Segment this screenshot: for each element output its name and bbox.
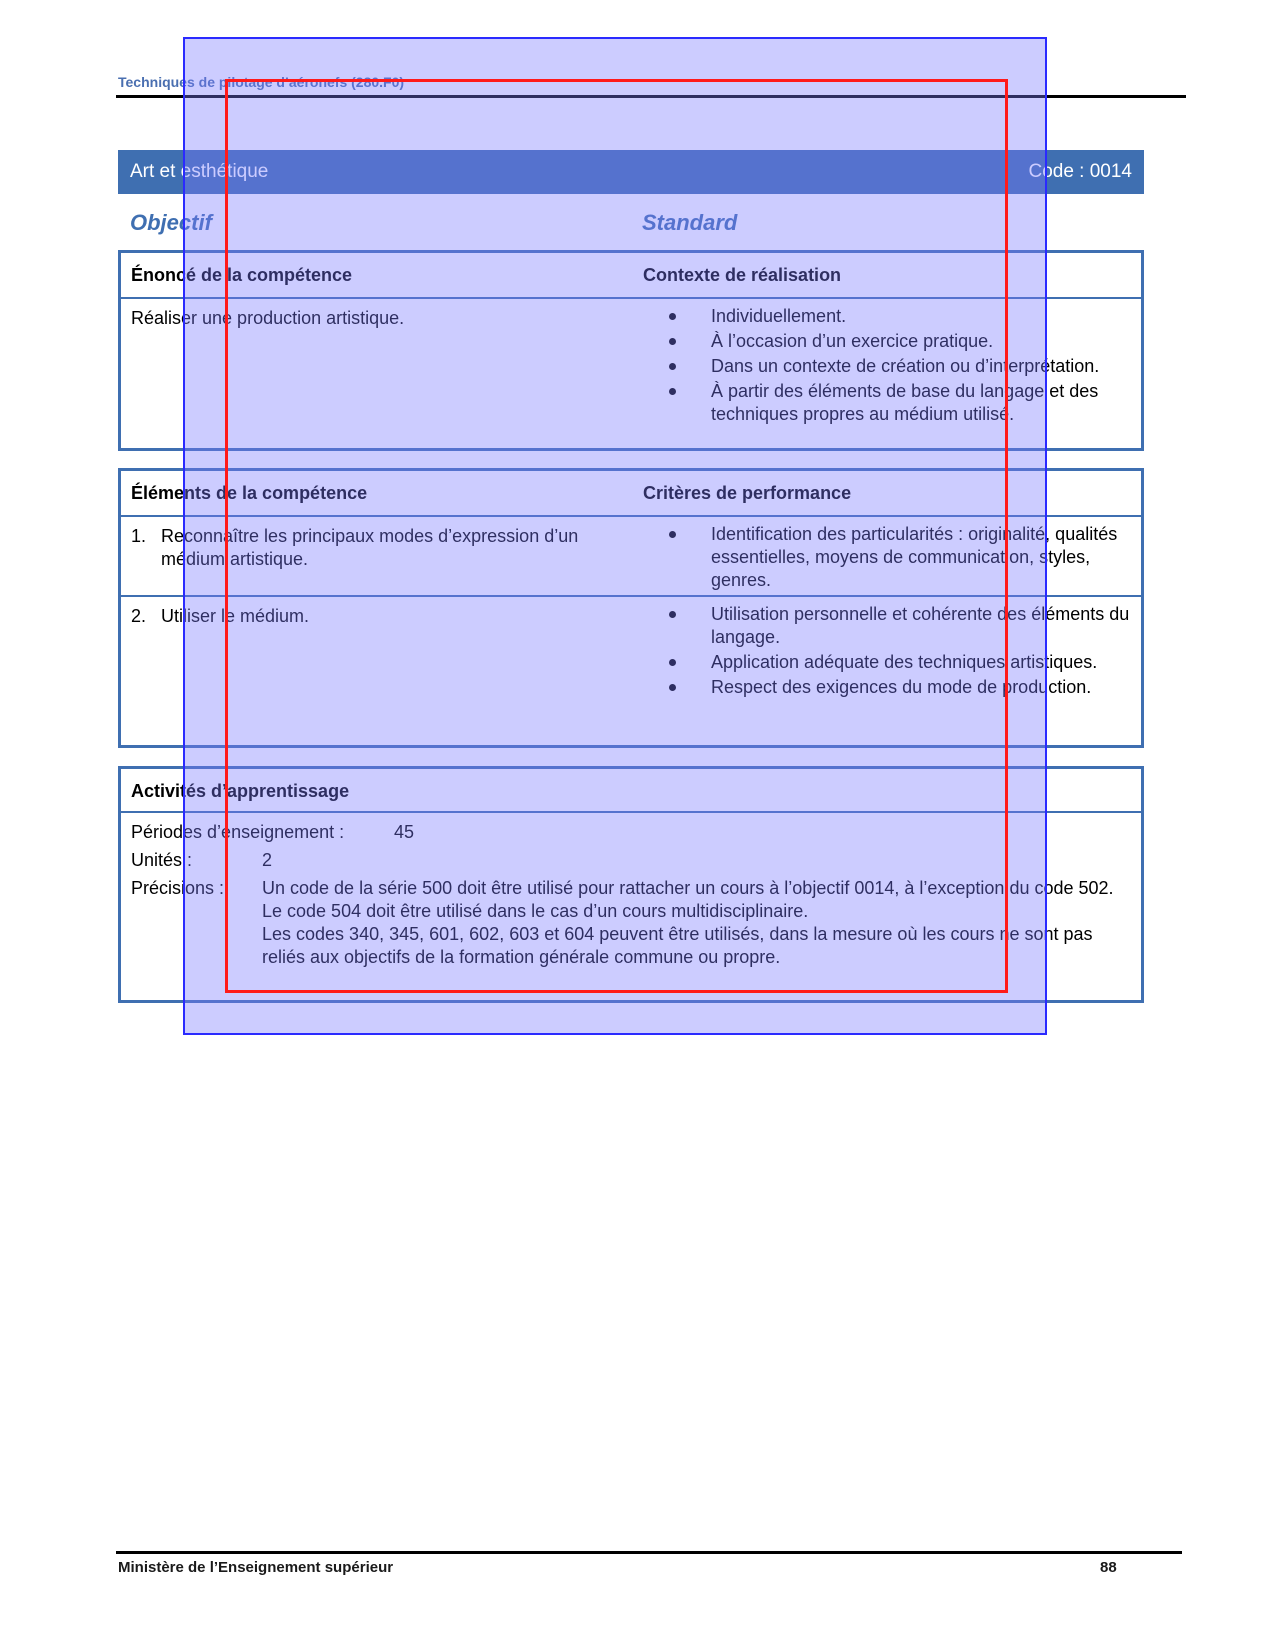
criteria-list xyxy=(669,523,1135,592)
objective-heading: Objectif xyxy=(130,210,212,235)
periods-value: 45 xyxy=(394,822,415,842)
bullet-icon xyxy=(669,659,676,666)
precisions-label: Précisions : xyxy=(131,878,225,898)
table-row xyxy=(121,517,1141,595)
table-row xyxy=(121,595,1141,747)
activities-heading: Activités d’apprentissage xyxy=(131,781,350,801)
bullet-icon xyxy=(669,363,676,370)
competence-table-header xyxy=(121,253,1141,299)
objective-code: Code : 0014 xyxy=(1028,161,1132,182)
criteria-list xyxy=(669,603,1135,699)
list-item: Dans un contexte de création ou d’interprétation. xyxy=(669,355,1135,378)
standard-heading: Standard xyxy=(642,210,738,235)
periods-label: Périodes d’enseignement : xyxy=(131,822,345,842)
footer-rule xyxy=(116,1551,1182,1554)
context-list xyxy=(669,305,1135,426)
precision-item: Un code de la série 500 doit être utilisé pour rattacher un cours à l’objectif 0014, à l’exception du code 502. xyxy=(262,878,1114,898)
list-item: Utilisation personnelle et cohérente des éléments du langage. xyxy=(669,603,1135,649)
competence-table xyxy=(118,250,1144,451)
list-item: Application adéquate des techniques artistiques. xyxy=(669,651,1135,674)
header-rule xyxy=(116,95,1186,98)
element-number: 2. xyxy=(131,606,147,626)
bullet-icon xyxy=(669,684,676,691)
bullet-icon xyxy=(669,338,676,345)
bullet-icon xyxy=(669,611,676,618)
list-item: Identification des particularités : originalité, qualités essentielles, moyens de communication, styles, genres. xyxy=(669,523,1135,592)
element-text: Utiliser le médium. xyxy=(161,606,310,626)
list-item: Respect des exigences du mode de production. xyxy=(669,676,1135,699)
elements-table-header xyxy=(121,471,1141,517)
precisions-text xyxy=(262,877,1132,969)
running-header: Techniques de pilotage d’aéronefs (280.F0) xyxy=(118,74,405,90)
precision-item: Les codes 340, 345, 601, 602, 603 et 604 peuvent être utilisés, dans la mesure où les cours ne sont pas reliés aux objectifs de la formation générale commune ou propre. xyxy=(262,924,1093,967)
competence-statement: Réaliser une production artistique. xyxy=(131,308,405,328)
list-item: À partir des éléments de base du langage et des techniques propres au médium utilisé. xyxy=(669,380,1135,426)
units-label: Unités : xyxy=(131,850,193,870)
elements-table xyxy=(118,468,1144,748)
bullet-icon xyxy=(669,313,676,320)
criteria-list-wrap xyxy=(669,603,1135,701)
list-item: Individuellement. xyxy=(669,305,1135,328)
section-headings xyxy=(130,210,1130,240)
element-number: 1. xyxy=(131,526,147,546)
precision-item: Le code 504 doit être utilisé dans le cas d’un cours multidisciplinaire. xyxy=(262,901,809,921)
objective-name: Art et esthétique xyxy=(130,161,269,182)
objective-title-bar xyxy=(118,150,1144,194)
list-item: À l’occasion d’un exercice pratique. xyxy=(669,330,1135,353)
competence-row xyxy=(121,299,1141,449)
competence-statement-heading: Énoncé de la compétence xyxy=(131,265,353,285)
units-value: 2 xyxy=(262,850,273,870)
page-number: 88 xyxy=(1100,1559,1117,1576)
elements-heading: Éléments de la compétence xyxy=(131,483,368,503)
element-text: Reconnaître les principaux modes d’expression d’un médium artistique. xyxy=(161,526,579,569)
activities-header xyxy=(121,769,1141,813)
context-list-wrap xyxy=(669,305,1135,428)
bullet-icon xyxy=(669,531,676,538)
criteria-list-wrap xyxy=(669,523,1135,594)
criteria-heading: Critères de performance xyxy=(643,483,852,503)
context-heading: Contexte de réalisation xyxy=(643,265,842,285)
footer-ministry: Ministère de l’Enseignement supérieur xyxy=(118,1559,394,1576)
bullet-icon xyxy=(669,388,676,395)
activities-table xyxy=(118,766,1144,1003)
